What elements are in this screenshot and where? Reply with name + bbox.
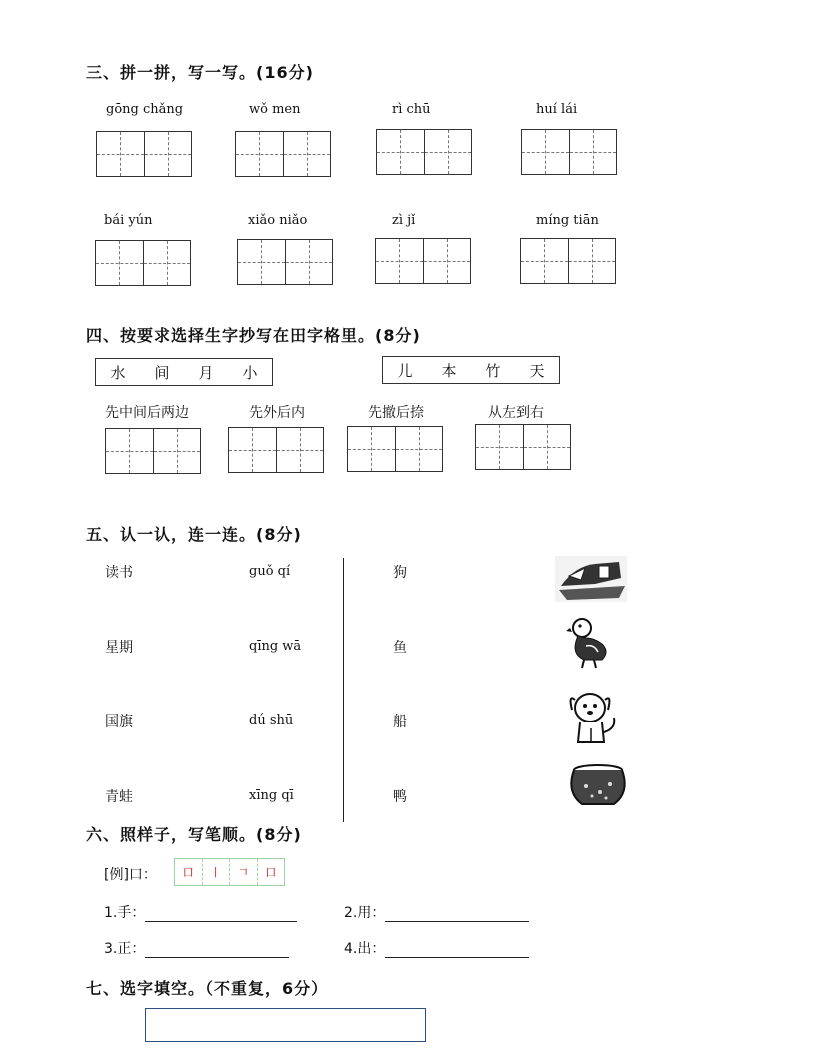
section-6-title: 六、照样子，写笔顺。(8分) [86, 825, 302, 844]
tianzige-grid[interactable] [347, 426, 443, 472]
example-stroke: 口 [175, 859, 203, 885]
tianzige-grid[interactable] [520, 238, 616, 284]
match-word[interactable]: 星期 [105, 640, 133, 656]
choice-char: 水 [110, 363, 126, 382]
match-char[interactable]: 狗 [393, 565, 407, 581]
section-5-title: 五、认一认，连一连。(8分) [86, 525, 302, 544]
pinyin-label: míng tiān [536, 213, 599, 228]
stroke-question [104, 902, 297, 922]
stroke-rule-label: 从左到右 [488, 405, 544, 421]
pinyin-label: rì chū [392, 102, 431, 117]
stroke-question-label: 2.用： [344, 905, 386, 921]
duck-picture[interactable] [566, 614, 610, 670]
stroke-rule-label: 先中间后两边 [105, 405, 189, 421]
answer-blank[interactable] [145, 941, 289, 958]
pinyin-label: xiǎo niǎo [248, 213, 308, 228]
tianzige-grid[interactable] [237, 239, 333, 285]
choice-char: 竹 [485, 361, 501, 380]
answer-blank[interactable] [385, 905, 529, 922]
stroke-rule-label: 先外后内 [249, 405, 305, 421]
match-pinyin[interactable]: xīng qī [249, 788, 294, 803]
boat-picture[interactable] [555, 556, 627, 602]
choice-char: 小 [242, 363, 258, 382]
choice-char: 儿 [397, 361, 413, 380]
match-char[interactable]: 船 [393, 714, 407, 730]
tianzige-grid[interactable] [376, 129, 472, 175]
match-pinyin[interactable]: guǒ qí [249, 564, 291, 579]
stroke-question-label: 1.手： [104, 905, 146, 921]
example-stroke: 𠃍 [230, 859, 258, 885]
tianzige-grid[interactable] [235, 131, 331, 177]
stroke-rule-label: 先撤后捺 [368, 405, 424, 421]
answer-blank[interactable] [145, 905, 297, 922]
example-label: [例]口： [104, 867, 157, 883]
pinyin-label: gōng chǎng [106, 102, 184, 117]
stroke-question [344, 938, 529, 958]
stroke-question-label: 3.正： [104, 941, 146, 957]
fishbowl-picture[interactable] [566, 762, 630, 808]
pinyin-label: zì jǐ [392, 213, 416, 228]
tianzige-grid[interactable] [375, 238, 471, 284]
tianzige-grid[interactable] [228, 427, 324, 473]
tianzige-grid[interactable] [95, 240, 191, 286]
choice-char: 月 [198, 363, 214, 382]
match-word[interactable]: 国旗 [105, 714, 133, 730]
example-stroke: 丨 [203, 859, 231, 885]
match-pinyin[interactable]: qīng wā [249, 639, 302, 654]
dog-picture[interactable] [566, 688, 622, 746]
choice-char: 间 [154, 363, 170, 382]
choice-char: 本 [441, 361, 457, 380]
stroke-question [344, 902, 529, 922]
tianzige-grid[interactable] [105, 428, 201, 474]
divider-line [343, 558, 344, 822]
match-word[interactable]: 青蛙 [105, 789, 133, 805]
character-choice-box [382, 356, 560, 384]
character-choice-box [145, 1008, 426, 1042]
match-char[interactable]: 鸭 [393, 789, 407, 805]
stroke-question-label: 4.出： [344, 941, 386, 957]
section-7-title: 七、选字填空。（不重复，6分） [86, 979, 329, 998]
match-word[interactable]: 读书 [105, 565, 133, 581]
stroke-question [104, 938, 289, 958]
pinyin-label: huí lái [536, 102, 578, 117]
match-pinyin[interactable]: dú shū [249, 713, 294, 728]
example-stroke: 口 [265, 866, 277, 879]
tianzige-grid[interactable] [96, 131, 192, 177]
character-choice-box [95, 358, 273, 386]
tianzige-grid[interactable] [521, 129, 617, 175]
tianzige-grid[interactable] [475, 424, 571, 470]
pinyin-label: bái yún [104, 213, 153, 228]
section-4-title: 四、按要求选择生字抄写在田字格里。(8分) [86, 326, 421, 345]
example-stroke-order [174, 858, 285, 886]
pinyin-label: wǒ men [249, 102, 301, 117]
answer-blank[interactable] [385, 941, 529, 958]
match-char[interactable]: 鱼 [393, 640, 407, 656]
section-3-title: 三、拼一拼，写一写。(16分) [86, 63, 314, 82]
choice-char: 天 [529, 361, 545, 380]
